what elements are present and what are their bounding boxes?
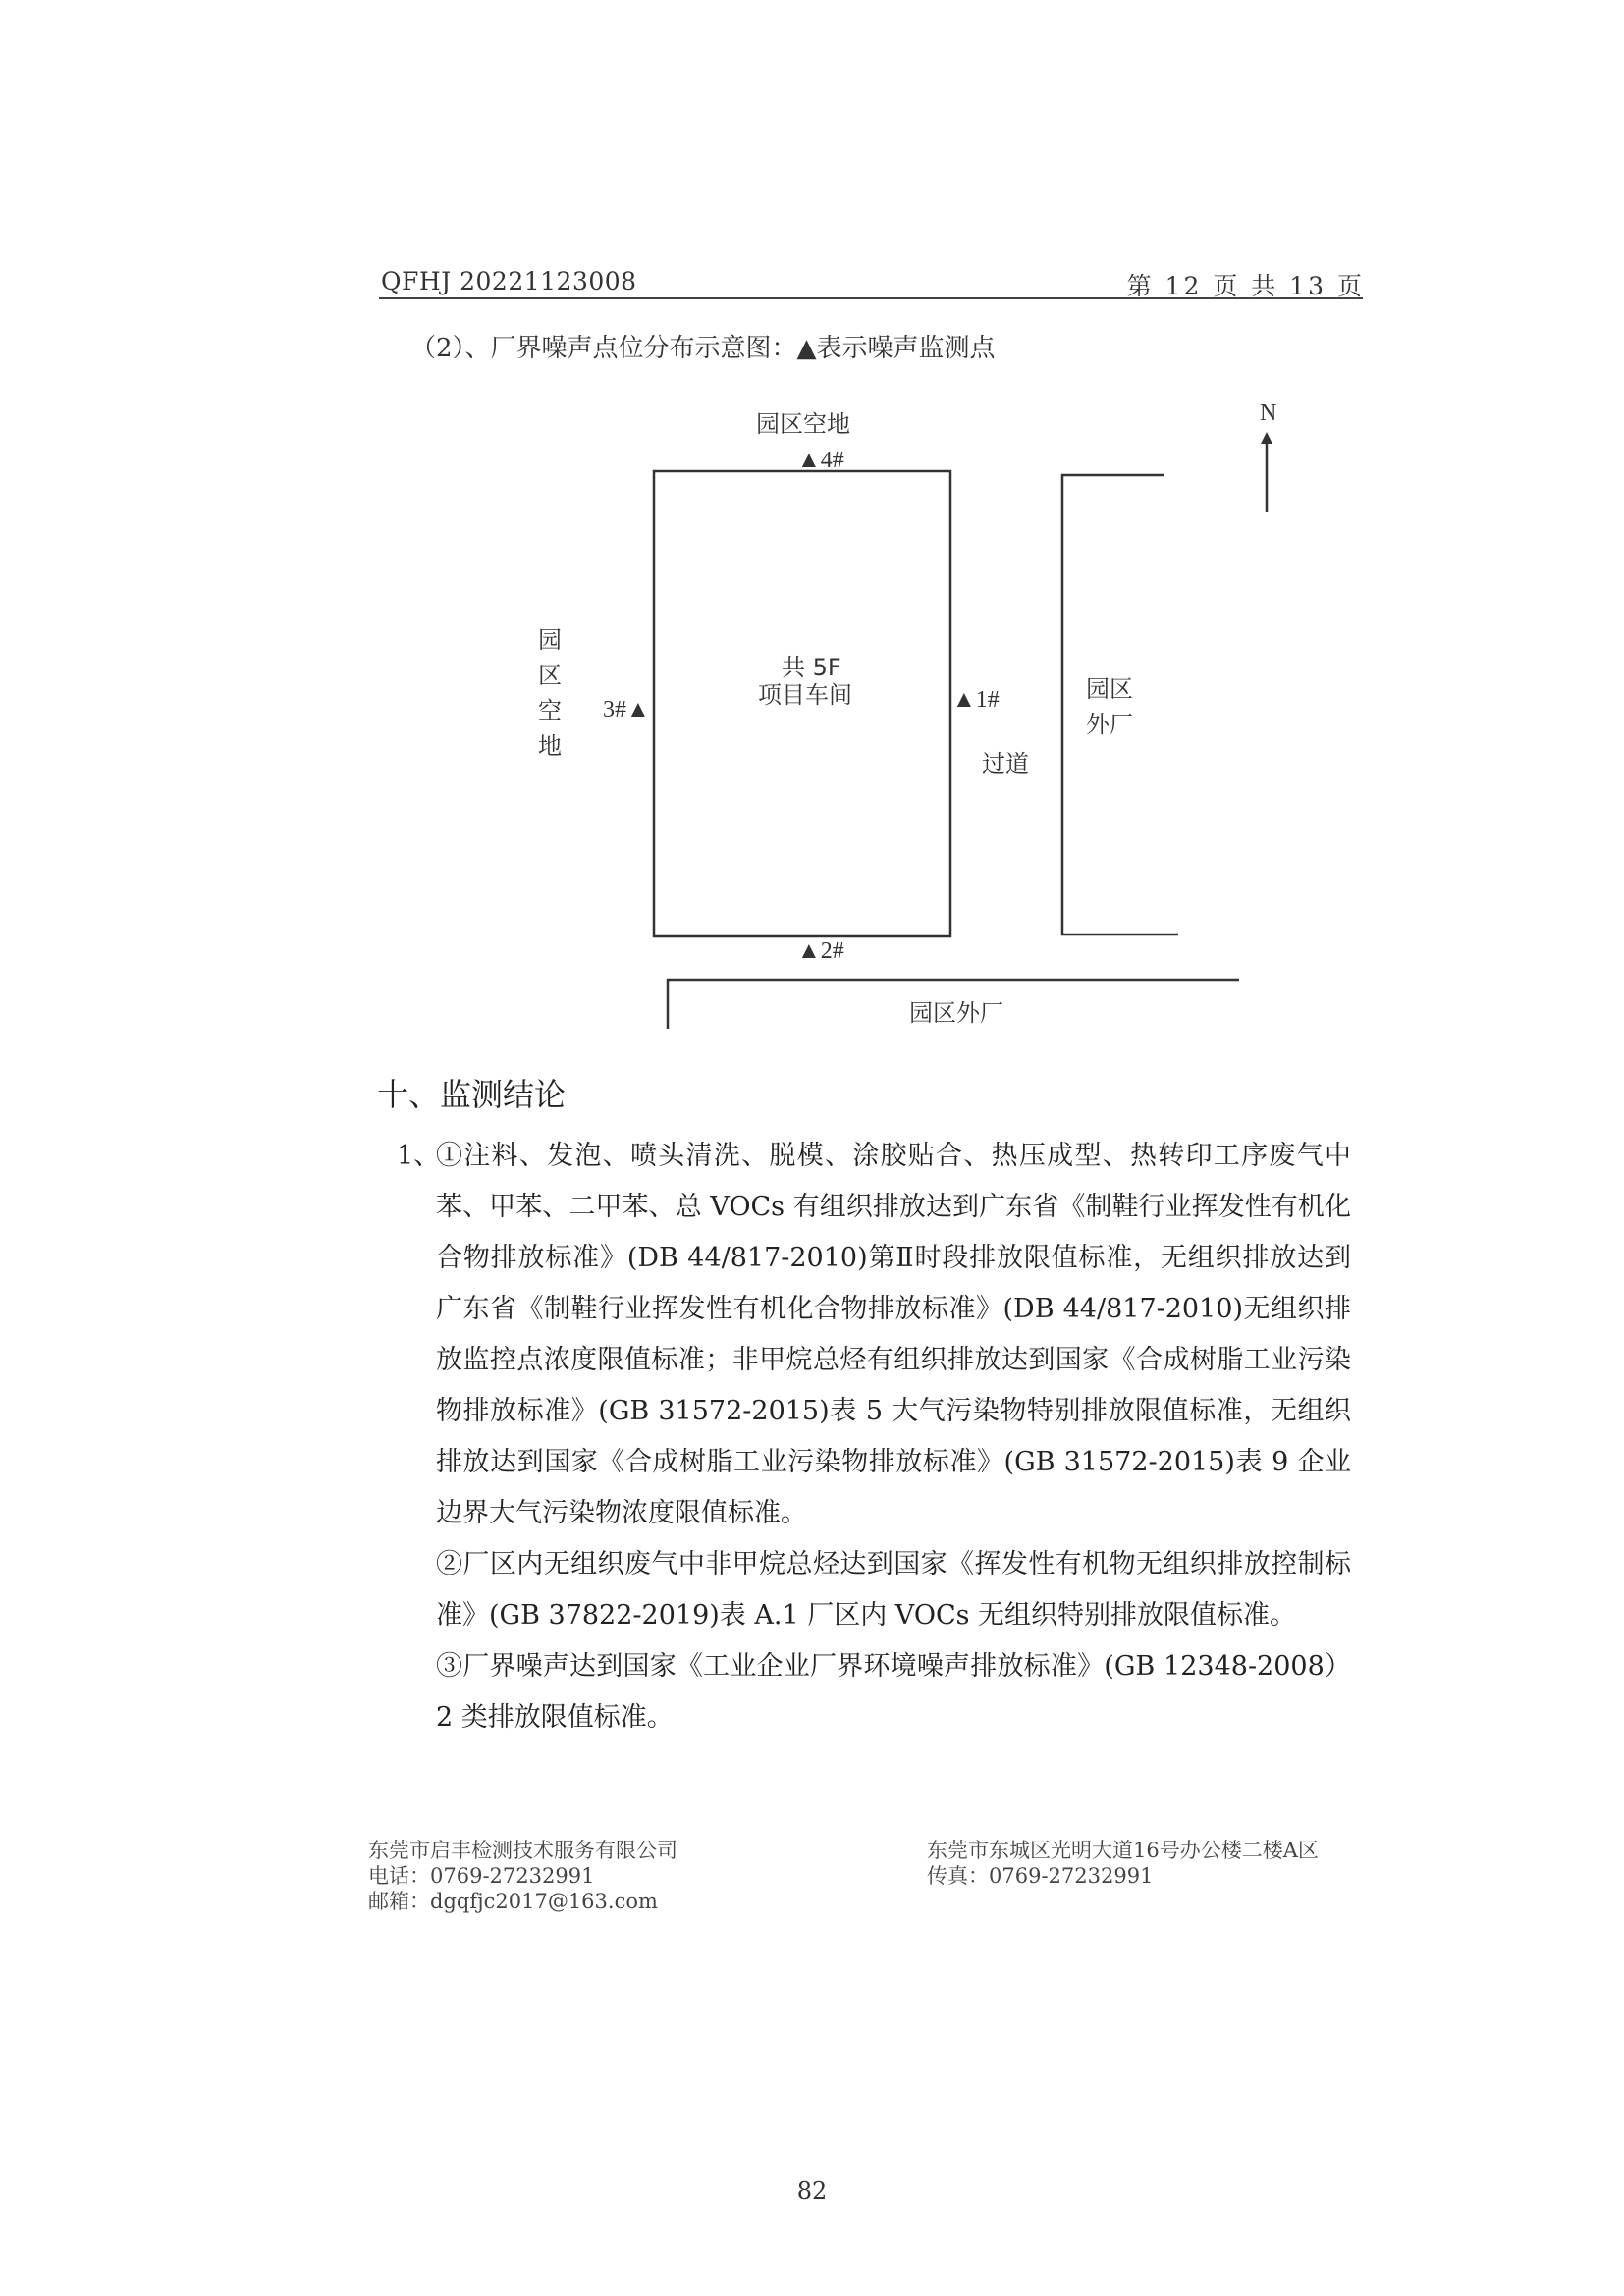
diagram-caption: （2）、厂界噪声点位分布示意图：▲表示噪声监测点: [410, 334, 996, 363]
footer-left: [368, 1838, 677, 1914]
item-number: 1、: [397, 1141, 441, 1171]
building-name-label: 项目车间: [758, 681, 852, 709]
footer-email: 邮箱：dgqfjc2017@163.com: [368, 1890, 658, 1913]
building-floors-label: 共 5F: [782, 654, 841, 681]
noise-point-diagram: [0, 0, 1624, 1041]
point-1-label: ▲1#: [952, 687, 1000, 713]
page-number: 82: [796, 2177, 828, 2205]
section-title: 十、监测结论: [377, 1076, 567, 1113]
footer-phone: 电话：0769-27232991: [368, 1864, 595, 1888]
right-area-label-1: 园区: [1086, 675, 1133, 703]
aisle-label: 过道: [982, 750, 1029, 777]
footer-fax: 传真：0769-27232991: [927, 1864, 1154, 1888]
footer-address: 东莞市东城区光明大道16号办公楼二楼A区: [927, 1839, 1319, 1862]
top-area-label: 园区空地: [756, 410, 850, 438]
left-area-label: 园区空地: [538, 626, 562, 760]
report-number: QFHJ 20221123008: [381, 267, 637, 295]
page-info: 第 12 页 共 13 页: [1126, 272, 1365, 300]
point-4-label: ▲4#: [797, 448, 844, 473]
footer-company: 东莞市启丰检测技术服务有限公司: [368, 1839, 677, 1862]
conclusion-item-1: [397, 1131, 1351, 1539]
point-3-label: 3#▲: [603, 697, 650, 722]
footer-right: [927, 1838, 1319, 1889]
conclusion-text-3: ③厂界噪声达到国家《工业企业厂界环境噪声排放标准》(GB 12348-2008）2 类排放限值标准。: [436, 1651, 1351, 1733]
conclusion-text-1: ①注料、发泡、喷头清洗、脱模、涂胶贴合、热压成型、热转印工序废气中苯、甲苯、二甲苯、总 VOCs 有组织排放达到广东省《制鞋行业挥发性有机化合物排放标准》(DB 44/817-2010)第Ⅱ时段排放限值标准，无组织排放达到广东省《制鞋行业挥发性有机化合物排放标准》(DB 44/817-2010)无组织排放监控点浓度限值标准；非甲烷总烃有组织排放达到国家《合成树脂工业污染物排放标准》(GB 31572-2015)表 5 大气污染物特别排放限值标准，无组织排放达到国家《合成树脂工业污染物排放标准》(GB 31572-2015)表 9 企业边界大气污染物浓度限值标准。: [436, 1141, 1351, 1528]
neighbour-outline: [1062, 475, 1178, 934]
right-area-label-2: 外厂: [1086, 711, 1133, 738]
bottom-area-label: 园区外厂: [909, 999, 1003, 1027]
conclusion-text-2: ②厂区内无组织废气中非甲烷总烃达到国家《挥发性有机物无组织排放控制标准》(GB 37822-2019)表 A.1 厂区内 VOCs 无组织特别排放限值标准。: [436, 1549, 1351, 1630]
north-label: N: [1260, 400, 1277, 426]
north-arrow-head: [1261, 432, 1272, 444]
point-2-label: ▲2#: [797, 938, 844, 964]
